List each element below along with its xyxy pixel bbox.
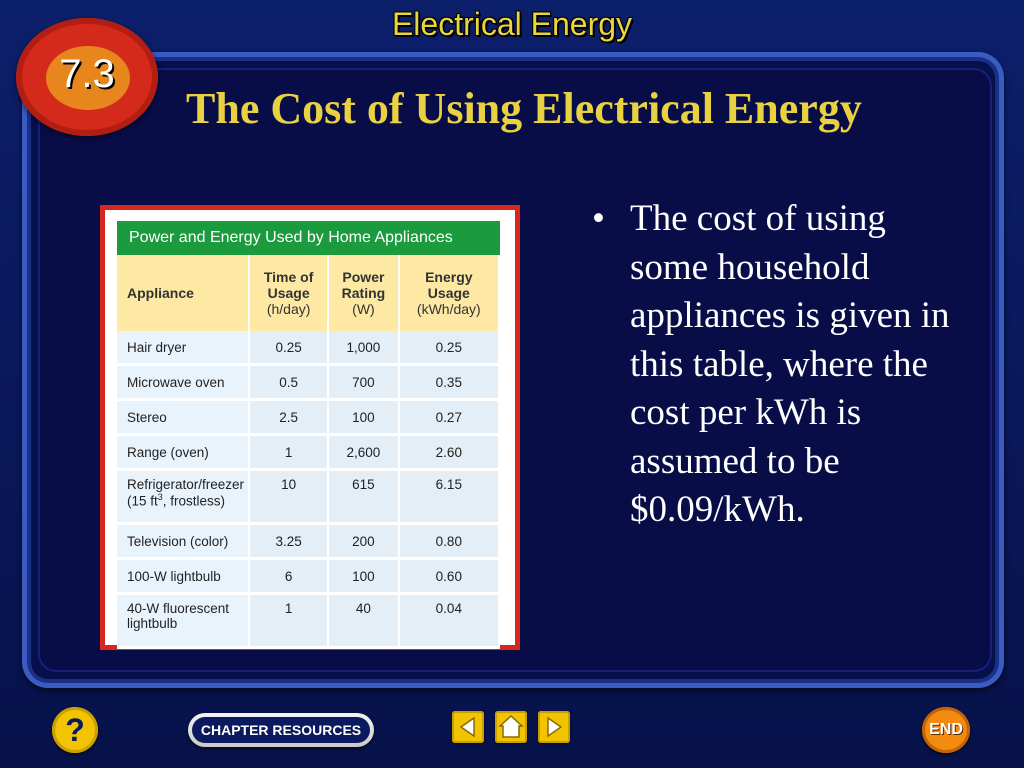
energy-cell: 0.25	[399, 331, 499, 365]
section-number: 7.3	[59, 52, 115, 96]
header-line: Energy	[425, 269, 473, 285]
appliance-table-card	[100, 205, 520, 650]
chapter-resources-label: CHAPTER RESOURCES	[192, 717, 370, 743]
next-button[interactable]	[538, 711, 570, 743]
appliance-detail	[127, 492, 247, 509]
time-cell: 1	[249, 594, 328, 648]
bullet-text: The cost of using some household appliances is given in this table, where the cost per kWh is assumed to be $0.09/kWh.	[630, 198, 950, 530]
time-cell: 3.25	[249, 524, 328, 559]
table-row	[117, 331, 499, 365]
energy-cell: 0.04	[399, 594, 499, 648]
header-line: Usage	[267, 285, 310, 301]
power-cell: 1,000	[328, 331, 398, 365]
power-cell: 200	[328, 524, 398, 559]
home-icon	[495, 711, 527, 743]
appliance-cell	[117, 470, 249, 524]
appliance-name: Refrigerator/freezer	[127, 477, 245, 492]
table-row	[117, 435, 499, 470]
header-line: Power	[342, 269, 385, 285]
table-caption: Power and Energy Used by Home Appliances	[117, 221, 500, 255]
previous-button[interactable]	[452, 711, 484, 743]
header-title: Electrical Energy	[391, 6, 633, 42]
power-cell: 2,600	[328, 435, 398, 470]
column-header-time	[249, 255, 328, 331]
appliance-cell	[117, 594, 249, 648]
power-cell: 700	[328, 365, 398, 400]
time-cell: 0.5	[249, 365, 328, 400]
column-header-appliance: Appliance	[117, 255, 249, 331]
help-button[interactable]: ?	[52, 707, 98, 753]
slide-title: The Cost of Using Electrical Energy	[186, 84, 862, 133]
appliance-cell: Television (color)	[117, 524, 249, 559]
appliance-cell: Hair dryer	[117, 331, 249, 365]
time-cell: 2.5	[249, 400, 328, 435]
appliance-detail-part: , frostless)	[162, 493, 226, 509]
appliance-cell: Microwave oven	[117, 365, 249, 400]
arrow-right-icon	[538, 711, 570, 743]
chapter-resources-button[interactable]	[188, 713, 374, 747]
appliance-name: 40-W fluorescent	[127, 601, 230, 616]
appliance-cell: Stereo	[117, 400, 249, 435]
energy-cell: 2.60	[399, 435, 499, 470]
power-cell: 40	[328, 594, 398, 648]
header-unit: (kWh/day)	[416, 301, 481, 317]
home-button[interactable]	[495, 711, 527, 743]
appliance-table	[117, 221, 500, 649]
table-row	[117, 365, 499, 400]
energy-cell: 0.35	[399, 365, 499, 400]
energy-cell: 0.60	[399, 559, 499, 594]
header-line: Time of	[263, 269, 314, 285]
column-header-power	[328, 255, 398, 331]
arrow-left-icon	[452, 711, 484, 743]
bullet-marker: •	[592, 198, 605, 239]
appliance-detail-part: (15 ft	[127, 493, 158, 509]
header-unit: (h/day)	[266, 301, 311, 317]
energy-cell: 6.15	[399, 470, 499, 524]
power-cell: 100	[328, 559, 398, 594]
time-cell: 10	[249, 470, 328, 524]
appliance-detail: lightbulb	[127, 616, 178, 631]
header-line: Rating	[341, 285, 386, 301]
table-row	[117, 559, 499, 594]
column-header-energy	[399, 255, 499, 331]
power-cell: 100	[328, 400, 398, 435]
power-cell: 615	[328, 470, 398, 524]
table-row	[117, 470, 499, 524]
table-row	[117, 524, 499, 559]
table-row	[117, 594, 499, 648]
end-button[interactable]: END	[922, 707, 970, 753]
energy-cell: 0.80	[399, 524, 499, 559]
energy-cell: 0.27	[399, 400, 499, 435]
appliance-detail-superscript: 3	[157, 492, 163, 502]
time-cell: 0.25	[249, 331, 328, 365]
header-line: Usage	[427, 285, 470, 301]
appliance-cell: 100-W lightbulb	[117, 559, 249, 594]
appliance-cell: Range (oven)	[117, 435, 249, 470]
time-cell: 1	[249, 435, 328, 470]
header-unit: (W)	[352, 301, 375, 317]
table-row	[117, 400, 499, 435]
time-cell: 6	[249, 559, 328, 594]
